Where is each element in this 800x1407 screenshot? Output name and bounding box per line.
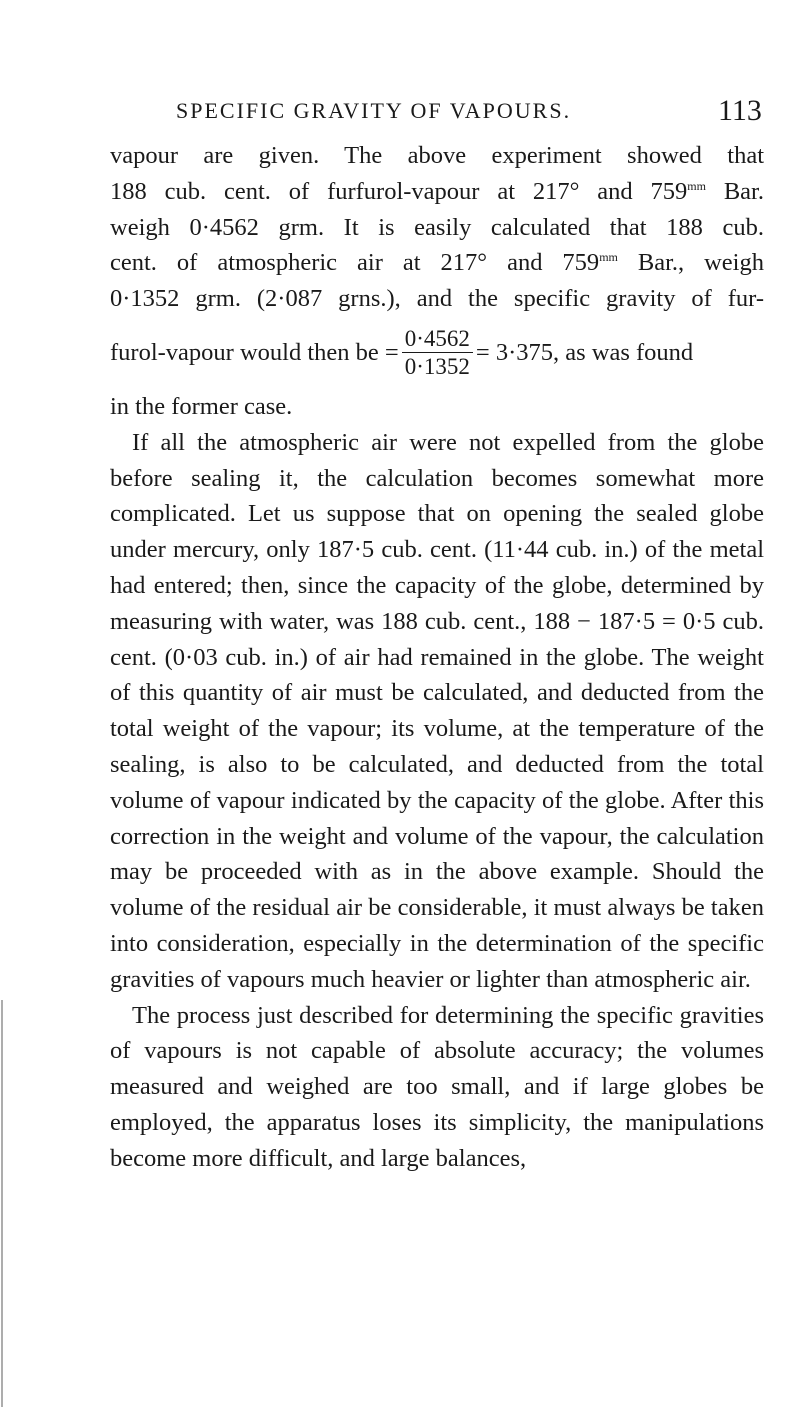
text-line: vapour are given. The above experiment showed that	[110, 142, 764, 169]
page-header	[0, 94, 800, 134]
millimetre-superscript: mm	[599, 250, 618, 265]
fraction-numerator: 0·4562	[402, 325, 473, 353]
text-line	[110, 245, 764, 281]
text-line: in the former case.	[110, 392, 293, 420]
text-run: 188 cub. cent. of furfurol-vapour at 217° and 759	[110, 177, 688, 205]
text-line	[110, 174, 764, 210]
running-head: SPECIFIC GRAVITY OF VAPOURS.	[176, 98, 572, 123]
fraction-denominator: 0·1352	[404, 354, 470, 380]
text-line: weigh 0·4562 grm. It is easily calculated that 188 cub.	[110, 213, 764, 241]
text-run: cent. of atmospheric air at 217° and 759	[110, 249, 600, 277]
text-line: 0·1352 grm. (2·087 grns.), and the specific gravity of fur-	[110, 285, 764, 313]
formula-lead-text: furol-vapour would then be =	[110, 339, 399, 367]
body-text	[110, 138, 764, 1177]
paragraph-process-accuracy: The process just described for determining the specific gravities of vapours is not capable of absolute accuracy; the volumes measured and weighed are too small, and if large globes be employed, the apparatus loses its simplicity, the manipulations become more difficult, and large balances,	[110, 1001, 764, 1172]
text-run: Bar.	[705, 177, 764, 205]
text-run: Bar., weigh	[617, 249, 764, 277]
paragraph-continued	[110, 138, 764, 425]
formula-line	[110, 317, 764, 389]
specific-gravity-fraction	[402, 325, 473, 380]
paragraph-residual-air: If all the atmospheric air were not expelled from the globe before sealing it, the calculation becomes somewhat more complicated. Let us suppose that on opening the sealed globe under mercury, only 187·5 cub. cent. (11·44 cub. in.) of the metal had entered; then, since the capacity of the globe, determined by measuring with water, was 188 cub. cent., 188 − 187·5 = 0·5 cub. cent. (0·03 cub. in.) of air had remained in the globe. The weight of this quantity of air must be calculated, and deducted from the total weight of the vapour; its volume, at the temperature of the sealing, is also to be calculated, and deducted from the total volume of vapour indicated by the capacity of the globe. After this correction in the weight and volume of the vapour, the calculation may be proceeded with as in the above example. Should the volume of the residual air be considerable, it must always be taken into consideration, especially in the determination of the specific gravities of vapours much heavier or lighter than atmospheric air.	[110, 428, 764, 993]
binding-edge-shadow	[1, 1000, 3, 1407]
formula-result-text: = 3·375, as was found	[475, 339, 694, 367]
millimetre-superscript: mm	[687, 178, 706, 193]
page-number: 113	[718, 94, 762, 127]
